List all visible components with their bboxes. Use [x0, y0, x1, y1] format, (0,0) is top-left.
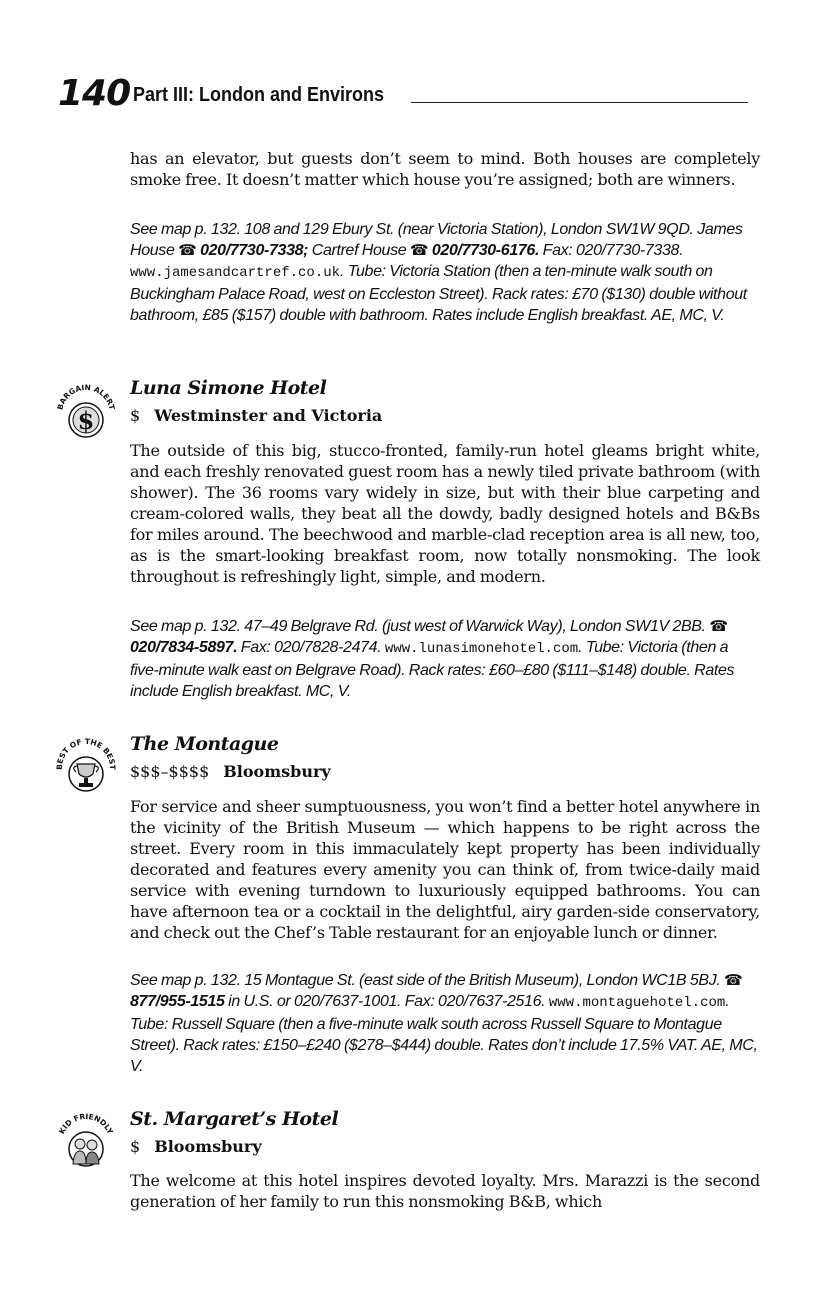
svg-text:$: $	[77, 406, 95, 435]
header-rule	[411, 102, 748, 103]
page-number: 140	[58, 73, 131, 114]
kid-friendly-icon	[54, 1109, 118, 1173]
running-header	[58, 72, 748, 116]
bargain-alert-icon	[54, 380, 118, 444]
svg-text:BARGAIN ALERT: BARGAIN ALERT	[55, 382, 117, 411]
hotel-url[interactable]: www.montaguehotel.com	[548, 995, 726, 1011]
price-area-row	[130, 406, 382, 425]
hotel-listing: See map p. 132. 15 Montague St. (east side of the British Museum), London WC1B 5BJ. ☎ 877/955-1515 in U.S. or 020/7637-1001. Fax: 020/7637-2516. www.montaguehotel.com. Tube: Russell Square (then a five-minute walk south across Russell Square to Montague Street). Rack rates: £150–£240 ($278–$444) double. Rates don’t include 17.5% VAT. AE, MC, V.	[130, 972, 758, 1075]
hotel-name: The Montague	[130, 733, 279, 755]
price-area-row	[130, 1137, 262, 1156]
phone-icon: ☎	[724, 972, 743, 989]
area-name: Westminster and Victoria	[154, 406, 383, 425]
price-area-row	[130, 762, 331, 781]
price-rating: $	[130, 1137, 141, 1156]
price-rating: $$$–$$$$	[130, 762, 210, 781]
hotel-name: St. Margaret’s Hotel	[130, 1108, 339, 1130]
phone-icon: ☎	[709, 618, 728, 635]
hotel-description: The welcome at this hotel inspires devoted loyalty. Mrs. Marazzi is the second generation of her family to run this nonsmoking B&B, which	[130, 1171, 760, 1211]
part-title: Part III: London and Environs	[133, 84, 385, 106]
phone-icon: ☎	[178, 242, 197, 259]
svg-text:KID FRIENDLY: KID FRIENDLY	[57, 1111, 115, 1136]
price-rating: $	[130, 406, 141, 425]
hotel-description: For service and sheer sumptuousness, you won’t find a better hotel anywhere in the vicinity of the British Museum — which happens to be right across the street. Every room in this immaculately kept property has been individually decorated and features every amenity you can think of, from twice-daily maid service with evening turndown to luxuriously equipped bathrooms. You can have afternoon tea or a cocktail in the delightful, airy garden-side conservatory, and check out the Chef’s Table restaurant for an enjoyable lunch or dinner.	[130, 797, 760, 942]
best-of-the-best-icon	[54, 734, 118, 798]
intro-paragraph: has an elevator, but guests don’t seem to mind. Both houses are completely smoke free. It doesn’t matter which house you’re assigned; both are winners.	[130, 149, 760, 189]
svg-text:BEST OF THE BEST: BEST OF THE BEST	[54, 736, 118, 771]
hotel-description: The outside of this big, stucco-fronted, family-run hotel gleams bright white, and each freshly renovated guest room has a newly tiled private bathroom (with shower). The 36 rooms vary widely in size, but with their blue carpeting and cream-colored walls, they beat all the dowdy, badly designed hotels and B&Bs for miles around. The beechwood and marble-clad reception area is all new, too, as is the smart-looking breakfast room, now totally nonsmoking. The look throughout is refreshingly light, simple, and modern.	[130, 441, 760, 586]
area-name: Bloomsbury	[154, 1137, 262, 1156]
hotel-name: Luna Simone Hotel	[130, 377, 327, 399]
hotel-url[interactable]: www.jamesandcartref.co.uk	[130, 265, 341, 281]
hotel-listing: See map p. 132. 47–49 Belgrave Rd. (just west of Warwick Way), London SW1V 2BB. ☎ 020/7834-5897. Fax: 020/7828-2474. www.lunasimonehotel.com. Tube: Victoria (then a five-minute walk east on Belgrave Road). Rack rates: £60–£80 ($111–$148) double. Rates include English breakfast. MC, V.	[130, 618, 735, 700]
hotel-url[interactable]: www.lunasimonehotel.com	[384, 641, 579, 657]
phone-icon: ☎	[409, 242, 429, 259]
intro-listing: See map p. 132. 108 and 129 Ebury St. (near Victoria Station), London SW1W 9QD. James House ☎ 020/7730-7338; Cartref House ☎ 020/7730-6176. Fax: 020/7730-7338. www.jamesandcartref.co.uk. Tube: Victoria Station (then a ten-minute walk south on Buckingham Palace Road, west on Eccleston Street). Rack rates: £70 ($130) double without bathroom, £85 ($157) double with bathroom. Rates include English breakfast. AE, MC, V.	[130, 221, 747, 324]
area-name: Bloomsbury	[223, 762, 331, 781]
